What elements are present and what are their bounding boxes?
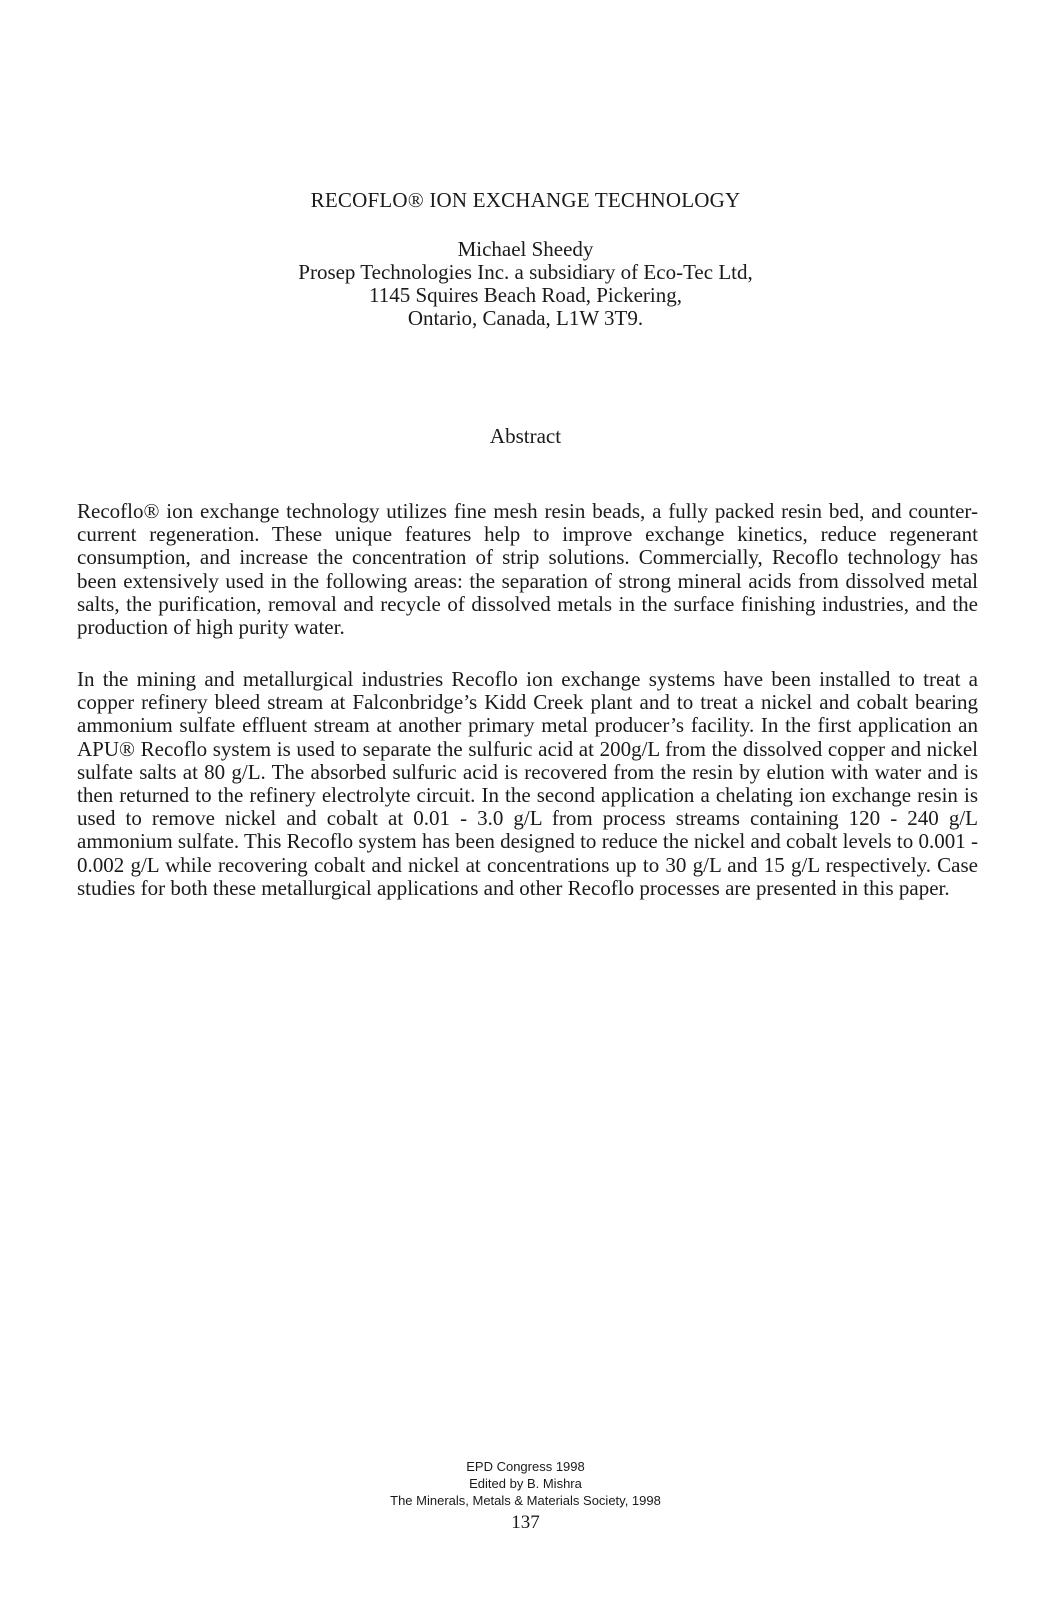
affiliation-line: Ontario, Canada, L1W 3T9. [407,306,644,330]
page-number: 137 [511,1512,540,1533]
publication-footer [0,1458,1051,1509]
paper-title: RECOFLO® ION EXCHANGE TECHNOLOGY [310,188,741,212]
author-block [0,238,1051,330]
author-name: Michael Sheedy [457,237,594,261]
footer-line: The Minerals, Metals & Materials Society, 1998 [390,1493,661,1508]
affiliation-line: 1145 Squires Beach Road, Pickering, [368,283,682,307]
abstract-paragraph-1: Recoflo® ion exchange technology utilizes fine mesh resin beads, a fully packed resin bed, and counter-current regeneration. These unique features help to improve exchange kinetics, reduce regenerant consumption, and increase the concentration of strip solutions. Commercially, Recoflo technology has been extensively used in the following areas: the separation of strong mineral acids from dissolved metal salts, the purification, removal and recycle of dissolved metals in the surface finishing industries, and the production of high purity water. [77,499,978,640]
footer-line: Edited by B. Mishra [469,1476,582,1491]
affiliation-line: Prosep Technologies Inc. a subsidiary of Eco-Tec Ltd, [298,260,753,284]
footer-line: EPD Congress 1998 [466,1459,585,1474]
abstract-heading: Abstract [489,424,562,448]
abstract-paragraph-2: In the mining and metallurgical industries Recoflo ion exchange systems have been installed to treat a copper refinery bleed stream at Falconbridge’s Kidd Creek plant and to treat a nickel and cobalt bearing ammonium sulfate effluent stream at another primary metal producer’s facility. In the first application an APU® Recoflo system is used to separate the sulfuric acid at 200g/L from the dissolved copper and nickel sulfate salts at 80 g/L. The absorbed sulfuric acid is recovered from the resin by elution with water and is then returned to the refinery electrolyte circuit. In the second application a chelating ion exchange resin is used to remove nickel and cobalt at 0.01 - 3.0 g/L from process streams containing 120 - 240 g/L ammonium sulfate. This Recoflo system has been designed to reduce the nickel and cobalt levels to 0.001 - 0.002 g/L while recovering cobalt and nickel at concentrations up to 30 g/L and 15 g/L respectively. Case studies for both these metallurgical applications and other Recoflo processes are presented in this paper. [77,667,978,900]
